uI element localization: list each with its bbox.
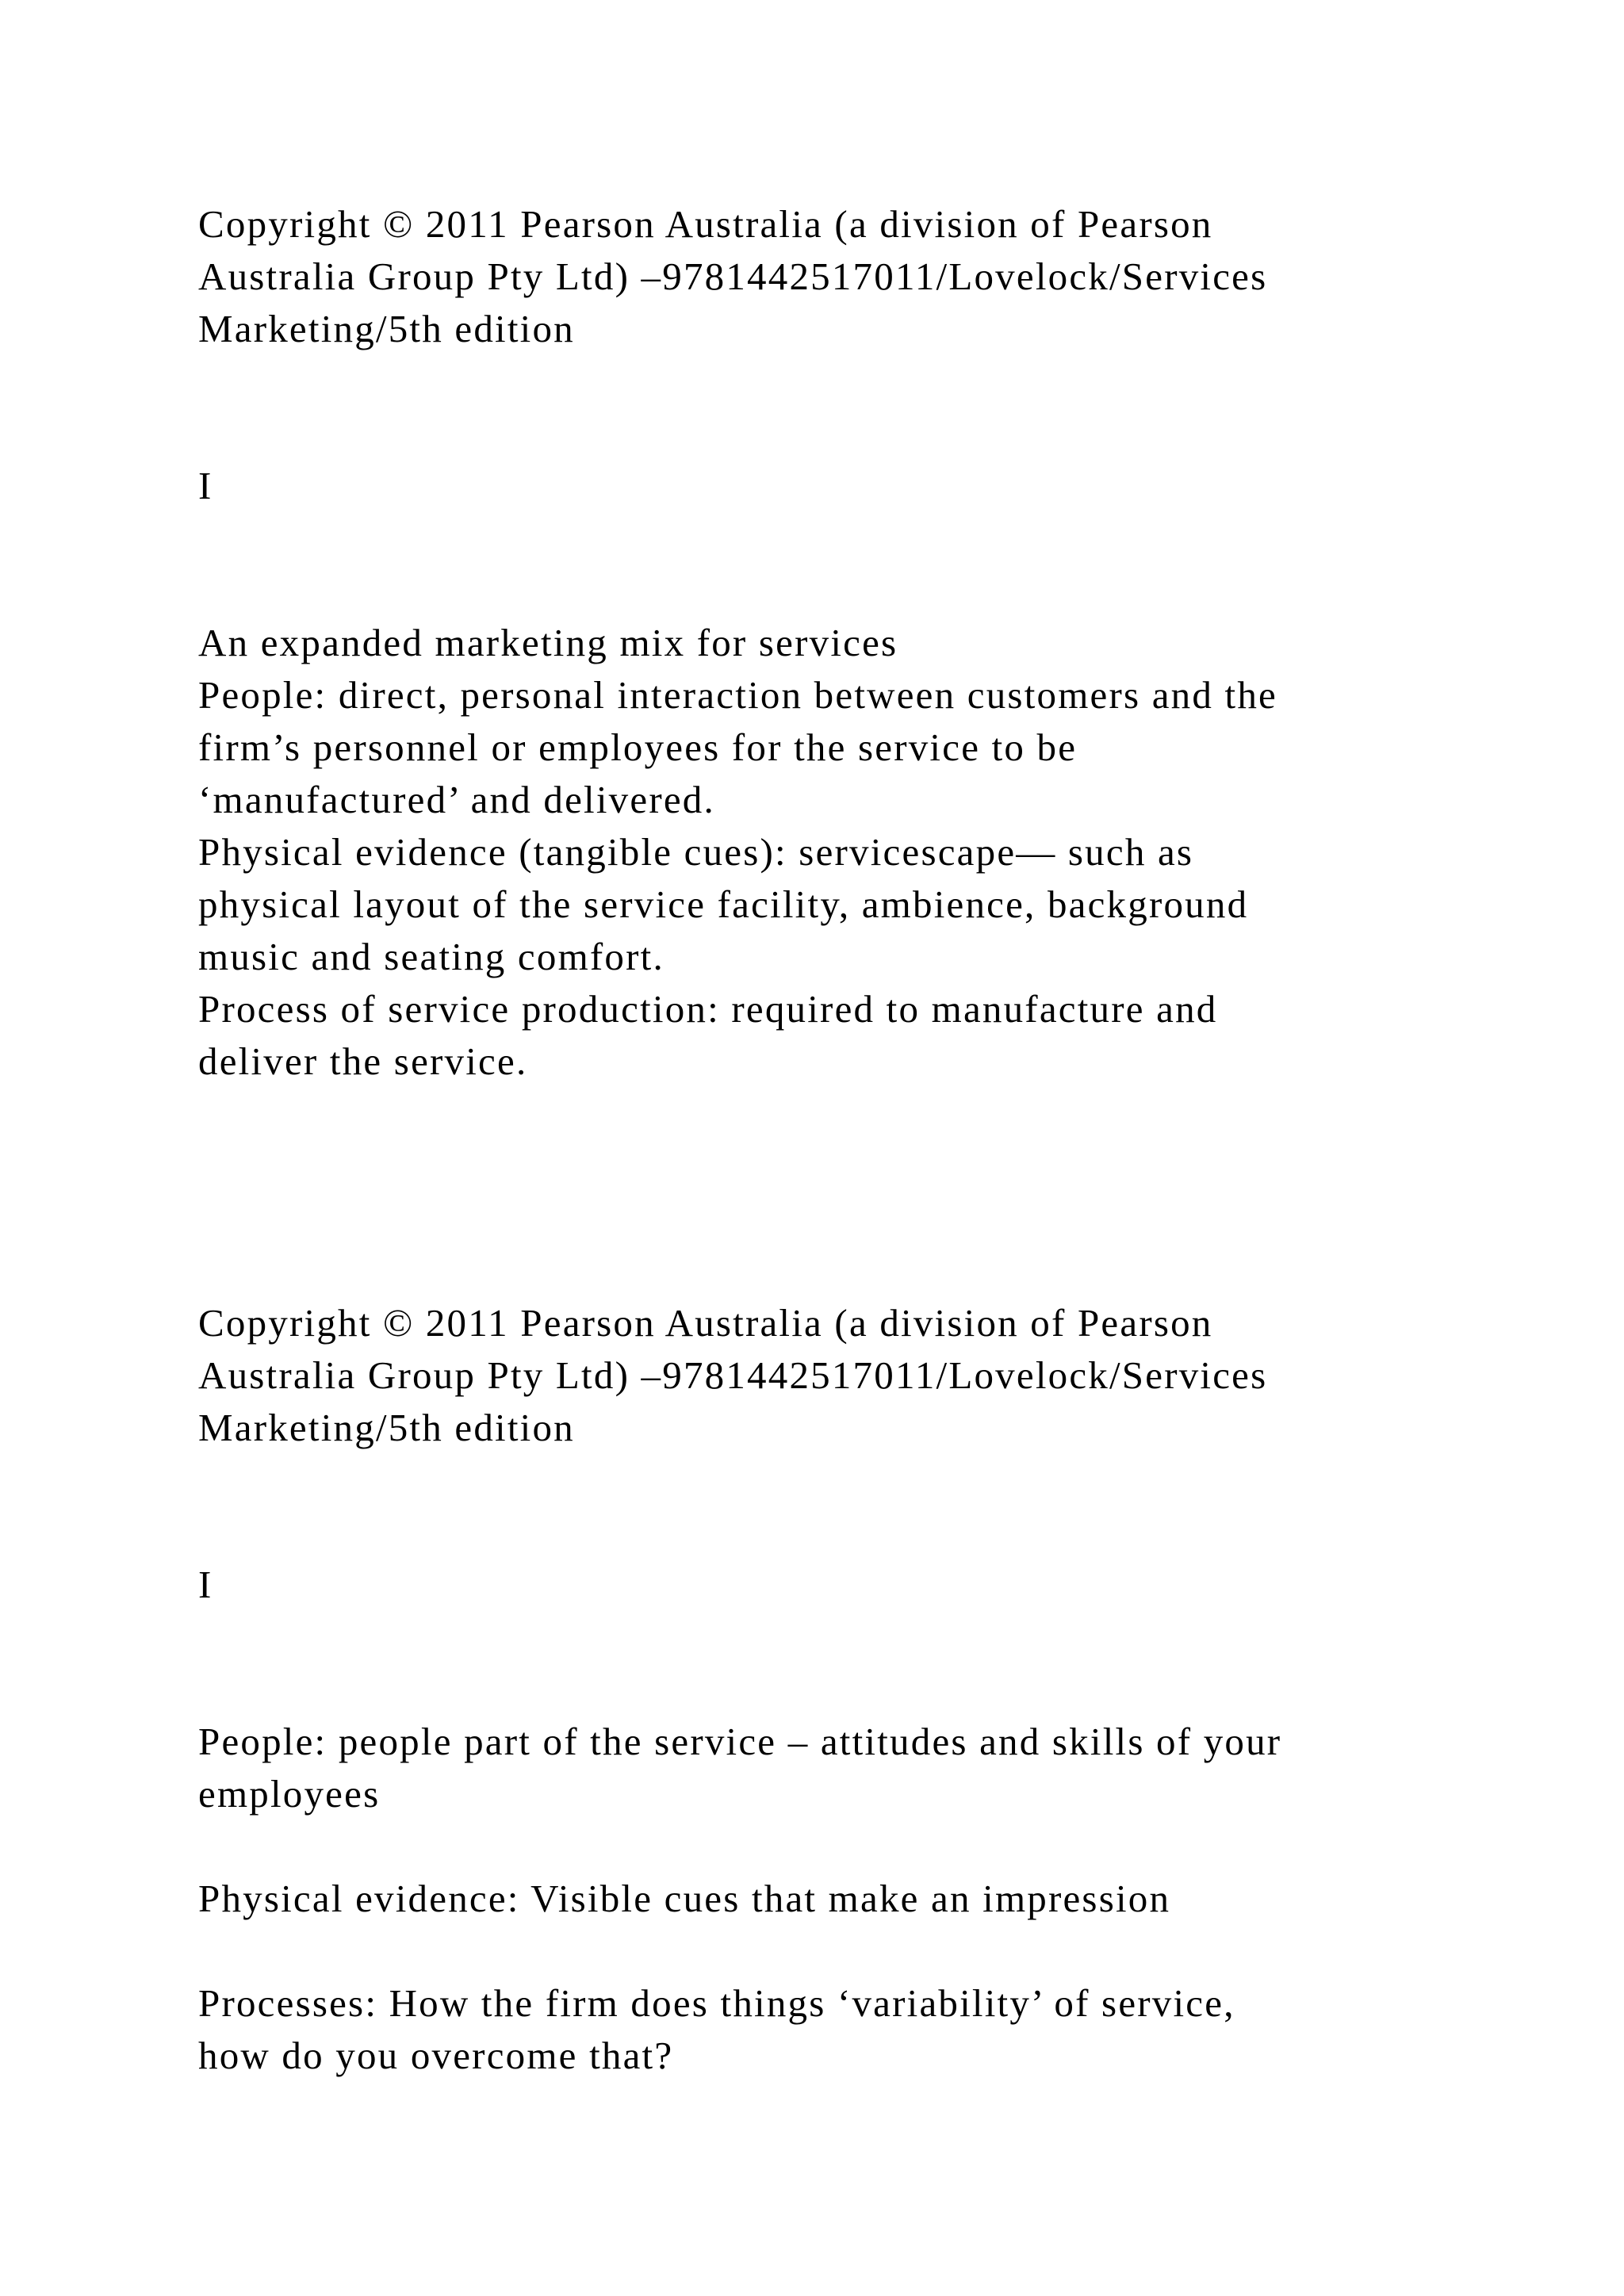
copyright-line-1: Copyright © 2011 Pearson Australia (a division of Pearson [198,202,1213,246]
slide-marker: I [198,1563,213,1606]
body-line: physical layout of the service facility, ambience, background [198,882,1249,926]
people-line: People: people part of the service – attitudes and skills of your [198,1720,1282,1763]
physical-evidence-line: Physical evidence: Visible cues that make an impression [198,1877,1171,1920]
body-line: Process of service production: required to manufacture and [198,987,1218,1031]
body-line: music and seating comfort. [198,935,665,978]
body-line: deliver the service. [198,1039,528,1083]
body-line: People: direct, personal interaction between customers and the [198,673,1277,717]
body-line: Physical evidence (tangible cues): servicescape— such as [198,830,1194,874]
slide-marker: I [198,464,213,507]
section-heading: An expanded marketing mix for services [198,621,898,664]
people-line: employees [198,1772,381,1816]
copyright-line-3: Marketing/5th edition [198,1406,575,1449]
copyright-line-2: Australia Group Pty Ltd) –9781442517011/Lovelock/Services [198,1353,1268,1397]
copyright-line-2: Australia Group Pty Ltd) –9781442517011/Lovelock/Services [198,254,1268,298]
processes-line: how do you overcome that? [198,2034,674,2077]
copyright-line-1: Copyright © 2011 Pearson Australia (a division of Pearson [198,1301,1213,1345]
body-line: firm’s personnel or employees for the service to be [198,725,1078,769]
copyright-line-3: Marketing/5th edition [198,307,575,350]
processes-line: Processes: How the firm does things ‘variability’ of service, [198,1981,1235,2025]
body-line: ‘manufactured’ and delivered. [198,778,715,821]
